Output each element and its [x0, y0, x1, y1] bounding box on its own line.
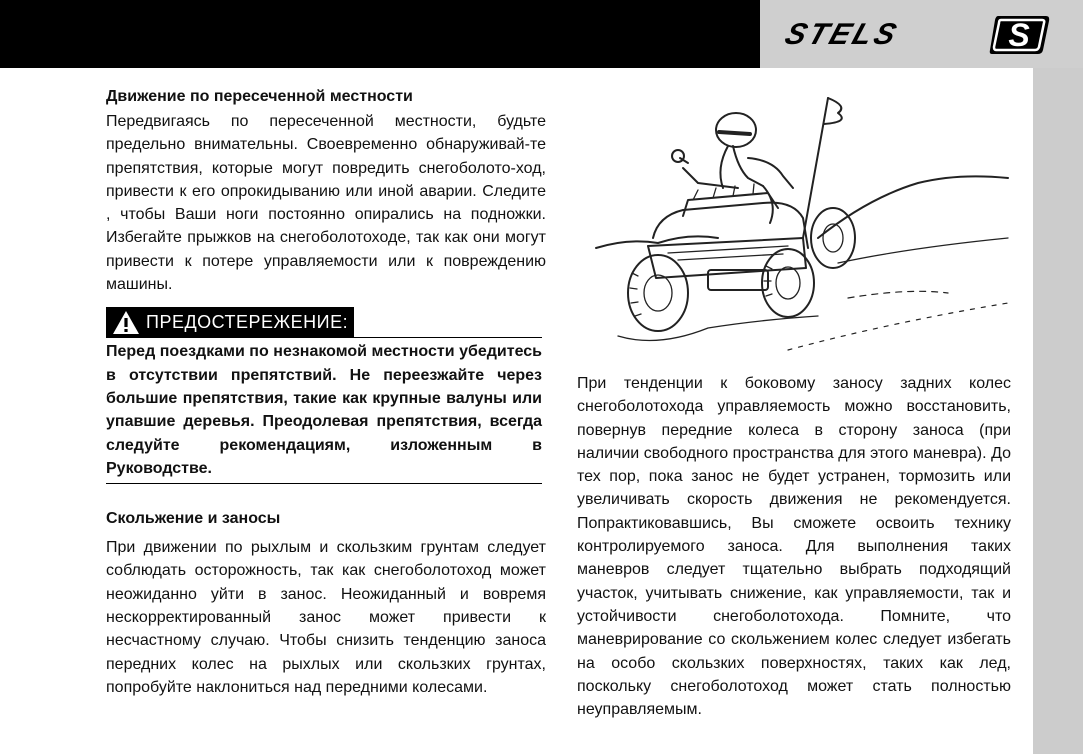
- brand-area: [760, 0, 1083, 68]
- warning-triangle-icon: [112, 310, 140, 335]
- side-margin-strip: [1033, 68, 1083, 754]
- left-column: [106, 84, 546, 699]
- right-column: [577, 372, 1011, 721]
- terrain-paragraph: Передвигаясь по пересеченной местности, будьте предельно внимательны. Своевременно обнаруживай-те препятствия, которые могут повредить снегоболото-ход, привести к его опрокидыванию или иной аварии. Следите , чтобы Ваши ноги постоянно опирались на подножки. Избегайте прыжков на снегоболотоходе, так как они могут привести к потере управляемости или к повреждению машины.: [106, 113, 546, 294]
- atv-rider-illustration: [588, 88, 1013, 368]
- warning-tag: [106, 307, 354, 337]
- warning-box: [106, 307, 546, 484]
- brand-logo-letter: S: [1008, 17, 1030, 53]
- section-heading-terrain: Движение по пересеченной местности: [106, 88, 413, 105]
- warning-label: ПРЕДОСТЕРЕЖЕНИЕ:: [146, 311, 349, 332]
- section-heading-skidding: Скольжение и заносы: [106, 510, 281, 528]
- skid-recovery-paragraph: При тенденции к боковому заносу задних колес снегоболотохода управляемость можно восстановить, повернув передние колеса в сторону заноса (при наличии свободного пространства для этого маневра). До тех пор, пока занос не будет устранен, тормозить или увеличивать скорость движения не рекомендуется. Попрактиковавшись, Вы сможете освоить технику контролируемого заноса. Для выполнения таких маневров следует тщательно выбрать подходящий участок, учитывать снижение, как управляемости, так и устойчивости снегоболотохода. Помните, что маневрирование со скольжением колес следует избегать на особо скользких поверхностях, таких как лед, поскольку снегоболотоход может стать полностью неуправляемым.: [577, 375, 1011, 719]
- warning-header: [106, 307, 542, 338]
- header-bar: [0, 0, 760, 68]
- brand-wordmark: STELS: [780, 18, 904, 51]
- brand-logo-icon: [988, 12, 1052, 58]
- skidding-paragraph: При движении по рыхлым и скользким грунтам следует соблюдать осторожность, так как снегоболотоход может неожиданно уйти в занос. Неожиданный и вовремя нескорректированный занос может привести к несчастному случаю. Чтобы снизить тенденцию заноса передних колес на рыхлых или скользких грунтах, попробуйте наклониться над передними колесами.: [106, 539, 546, 696]
- warning-text: Перед поездками по незнакомой местности убедитесь в отсутствии препятствий. Не переезжайте через большие препятствия, такие как крупные валуны или упавшие деревья. Преодолевая препятствия, всегда следуйте рекомендациям, изложенным в Руководстве.: [106, 340, 542, 484]
